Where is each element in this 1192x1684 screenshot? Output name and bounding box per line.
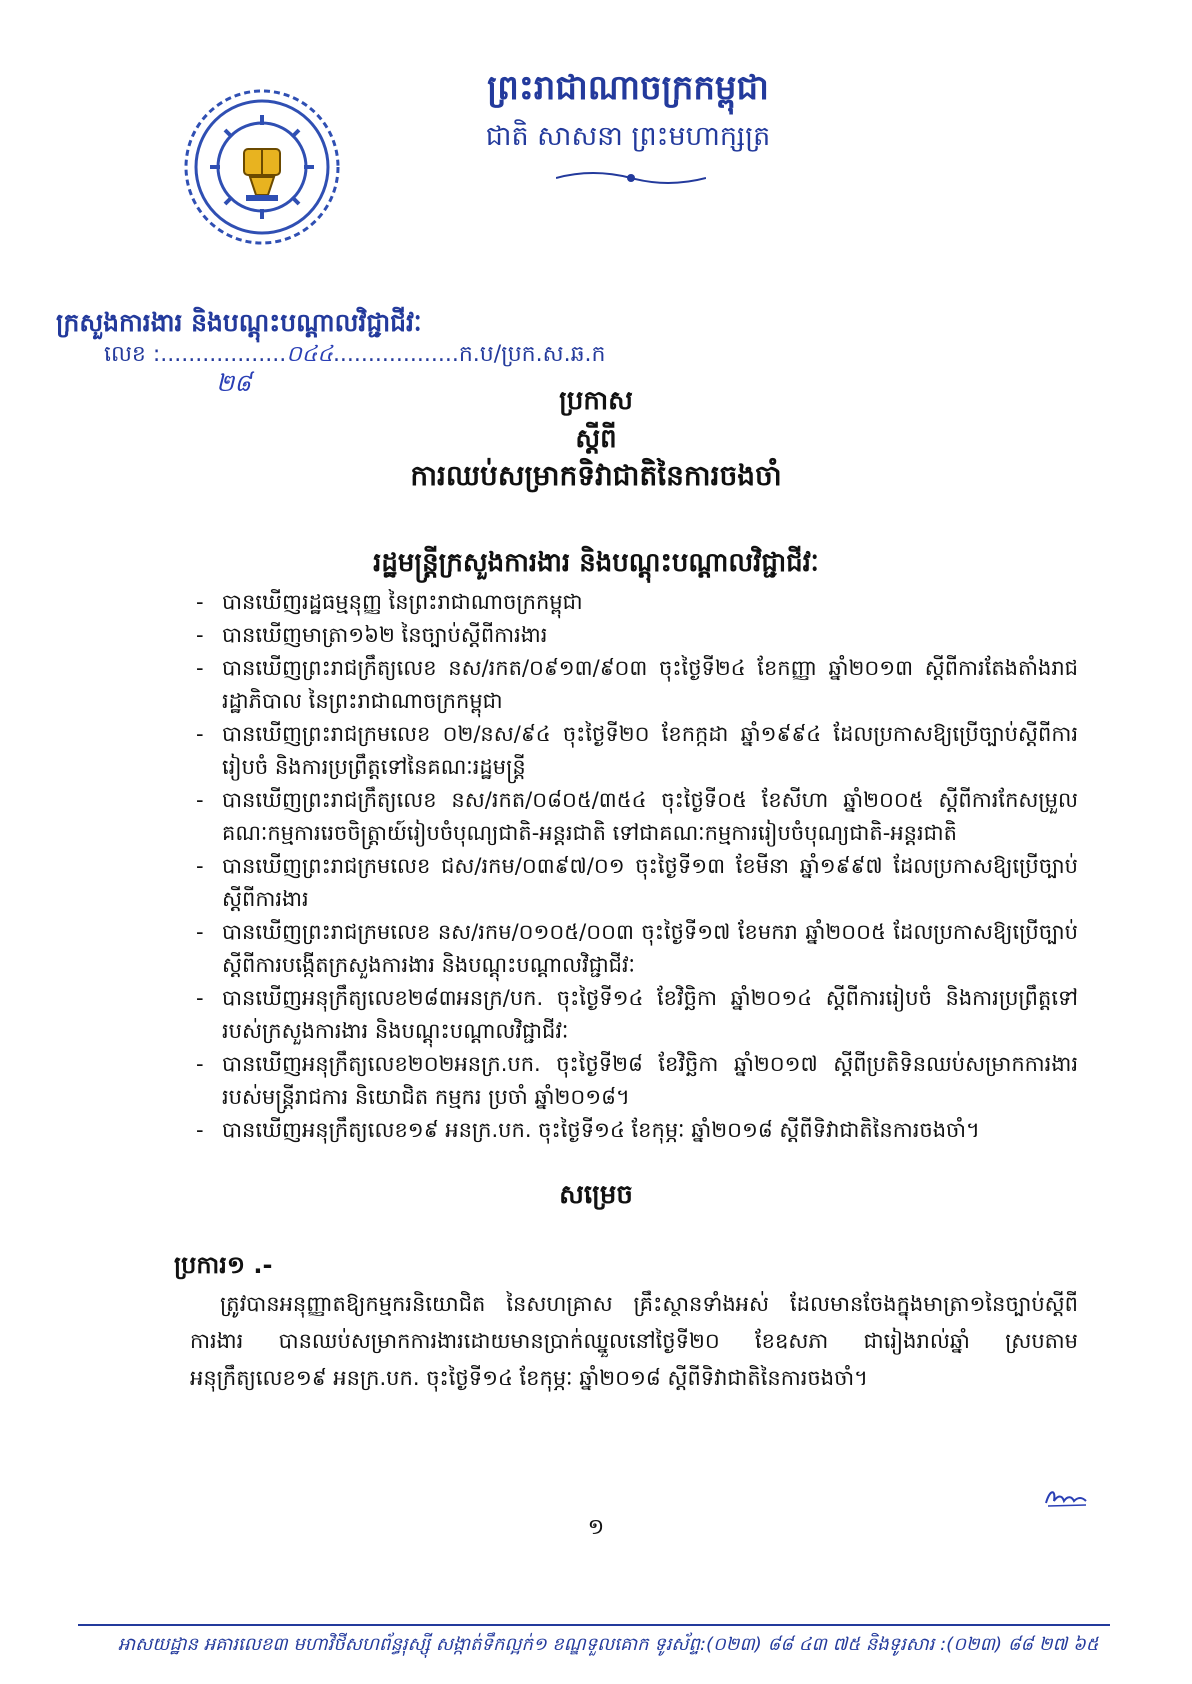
reference-number-line: លេខ :..................០៤៤..................ក.ប/ប្រក.ស.ឆ.ក — [104, 342, 606, 367]
minister-title: រដ្ឋមន្ត្រីក្រសួងការងារ និងបណ្តុះបណ្តាលវិជ្ជាជីវៈ — [373, 548, 819, 578]
footer-divider — [78, 1624, 1110, 1626]
motto-ornament — [556, 168, 706, 192]
list-item: - បានឃើញព្រះរាជក្រឹត្យលេខ នស/រកត/០៩១៣/៩០៣ ចុះថ្ងៃទី២៤ ខែកញ្ញា ឆ្នាំ២០១៣ ស្តីពីការតែងតាំងរាជរដ្ឋាភិបាល នៃព្រះរាជាណាចក្រកម្ពុជា — [196, 656, 1078, 713]
national-motto: ជាតិ សាសនា ព្រះមហាក្សត្រ — [485, 121, 771, 152]
reference-date-handwritten: ២៨ — [216, 369, 252, 397]
list-item: - បានឃើញព្រះរាជក្រមលេខ នស/រកម/០១០៥/០០៣ ចុះថ្ងៃទី១៧ ខែមករា ឆ្នាំ២០០៥ ដែលប្រកាសឱ្យប្រើច្បាប់ស្តីពីការបង្កើតក្រសួងការងារ និងបណ្តុះបណ្តាលវិជ្ជាជីវៈ — [196, 920, 1078, 977]
article-1-body: ត្រូវបានអនុញ្ញាតឱ្យកម្មករនិយោជិត នៃសហគ្រាស គ្រឹះស្ថានទាំងអស់ ដែលមានចែងក្នុងមាត្រា១នៃច្បាប់ស្តីពីការងារ បានឈប់សម្រាកការងារដោយមានប្រាក់ឈ្នួលនៅថ្ងៃទី២០ ខែឧសភា ជារៀងរាល់ឆ្នាំ ស្របតាមអនុក្រឹត្យលេខ១៩ អនក្រ.បក. ចុះថ្ងៃទី១៤ ខែកុម្ភៈ ឆ្នាំ២០១៨ ស្តីពីទិវាជាតិនៃការចងចាំ។ — [190, 1292, 1078, 1390]
list-item: - បានឃើញព្រះរាជក្រមលេខ ជស/រកម/០៣៩៧/០១ ចុះថ្ងៃទី១៣ ខែមីនា ឆ្នាំ១៩៩៧ ដែលប្រកាសឱ្យប្រើច្បាប់ស្តីពីការងារ — [196, 854, 1078, 911]
document-subject: ការឈប់សម្រាកទិវាជាតិនៃការចងចាំ — [410, 459, 782, 492]
list-item: - បានឃើញរដ្ឋធម្មនុញ្ញ នៃព្រះរាជាណាចក្រកម្ពុជា — [196, 590, 583, 614]
list-item: - បានឃើញមាត្រា១៦២ នៃច្បាប់ស្តីពីការងារ — [196, 623, 548, 647]
reference-label: លេខ — [104, 342, 146, 367]
list-item: - បានឃើញព្រះរាជក្រមលេខ ០២/នស/៩៤ ចុះថ្ងៃទី២០ ខែកក្កដា ឆ្នាំ១៩៩៤ ដែលប្រកាសឱ្យប្រើច្បាប់ស្តីពីការរៀបចំ និងការប្រព្រឹត្តទៅនៃគណៈរដ្ឋមន្ត្រី — [196, 722, 1078, 779]
list-item: - បានឃើញអនុក្រឹត្យលេខ២០២អនក្រ.បក. ចុះថ្ងៃទី២៨ ខែវិច្ឆិកា ឆ្នាំ២០១៧ ស្តីពីប្រតិទិនឈប់សម្រាកការងាររបស់មន្ត្រីរាជការ និយោជិត កម្មករ ប្រចាំ ឆ្នាំ២០១៨។ — [196, 1052, 1078, 1109]
document-about: ស្តីពី — [575, 424, 617, 454]
reference-suffix: ក.ប/ប្រក.ស.ឆ.ក — [458, 342, 606, 367]
kingdom-title: ព្រះរាជាណាចក្រកម្ពុជា — [487, 68, 769, 108]
article-1-heading: ប្រការ១ .- — [174, 1251, 273, 1279]
list-item: - បានឃើញអនុក្រឹត្យលេខ១៩ អនក្រ.បក. ចុះថ្ងៃទី១៤ ខែកុម្ភៈ ឆ្នាំ២០១៨ ស្តីពីទិវាជាតិនៃការចងចាំ។ — [196, 1118, 980, 1142]
page-number: ១ — [587, 1515, 605, 1540]
reference-number-handwritten: ០៤៤ — [286, 342, 333, 367]
preamble-list — [196, 586, 1078, 1147]
document-type: ប្រកាស — [559, 386, 633, 416]
list-item: - បានឃើញព្រះរាជក្រឹត្យលេខ នស/រកត/០៨០៥/៣៥៤ ចុះថ្ងៃទី០៥ ខែសីហា ឆ្នាំ២០០៥ ស្តីពីការកែសម្រួលគណៈកម្មការរេចចិត្រ្តាយ៍រៀបចំបុណ្យជាតិ-អន្តរជាតិ ទៅជាគណៈកម្មការរៀបចំបុណ្យជាតិ-អន្តរជាតិ — [196, 788, 1078, 845]
handwritten-initials — [1042, 1485, 1090, 1513]
list-item: - បានឃើញអនុក្រឹត្យលេខ២៨៣អនក្រ/បក. ចុះថ្ងៃទី១៤ ខែវិច្ឆិកា ឆ្នាំ២០១៤ ស្តីពីការរៀបចំ និងការប្រព្រឹត្តទៅរបស់ក្រសួងការងារ និងបណ្តុះបណ្តាលវិជ្ជាជីវៈ — [196, 986, 1078, 1043]
footer-address: អាសយដ្ឋាន អគារលេខ៣ មហាវិថីសហព័ន្ធរុស្ស៊ី សង្កាត់ទឹកល្អក់១ ខណ្ឌទួលគោក ទូរស័ព្ទ:(០២៣) ៨៨ ៤៣ ៧៥ និងទូរសារ :(០២៣) ៨៨ ២៧ ៦៥ — [118, 1634, 1099, 1655]
ministry-seal-logo — [180, 85, 344, 259]
decision-heading: សម្រេច — [559, 1180, 633, 1210]
ministry-name: ក្រសួងការងារ និងបណ្តុះបណ្តាលវិជ្ជាជីវៈ — [56, 308, 422, 337]
